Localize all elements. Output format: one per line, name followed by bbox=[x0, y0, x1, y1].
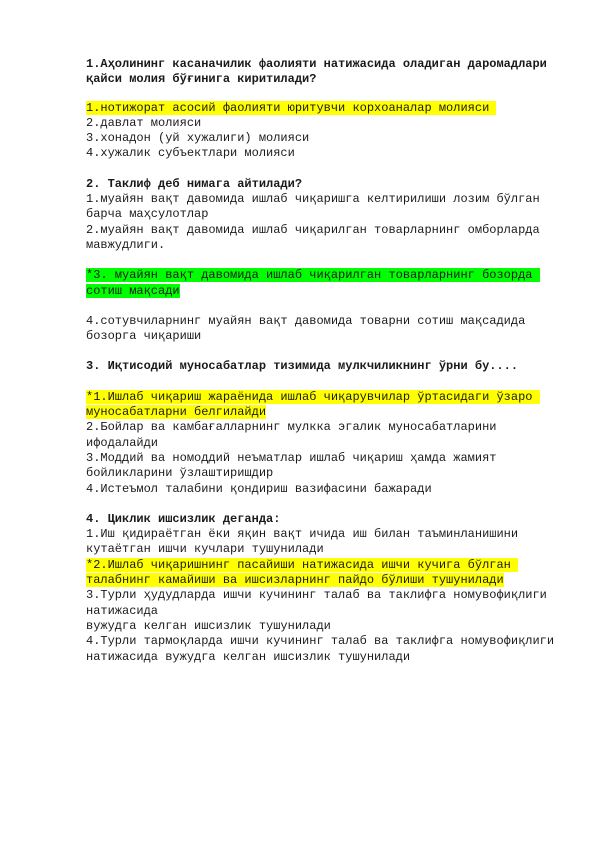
question-2-title: 2. Таклиф деб нимага айтилади? bbox=[86, 176, 303, 191]
document-page bbox=[86, 57, 562, 665]
question-1-answer-1 bbox=[86, 101, 556, 116]
question-4-answer-2 bbox=[86, 558, 556, 589]
question-1-answer-2: 2.давлат молияси bbox=[86, 115, 202, 130]
answer-highlight: *1.Ишлаб чиқариш жараёнида ишлаб чиқарувчилар ўртасидаги ўзаро муносабатларни белгилайди bbox=[86, 389, 540, 420]
question-2-answer-1: 1.муайян вақт давомида ишлаб чиқаришга келтирилиши лозим бўлган барча маҳсулотлар bbox=[86, 192, 547, 222]
question-4-answer-1: 1.Иш қидираётган ёки яқин вақт ичида иш билан таъминланишини кутаётган ишчи кучлари тушунилади bbox=[86, 527, 526, 557]
question-3-answer-2: 2.Бойлар ва камбағалларнинг мулкка эгалик муносабатларини ифодалайди bbox=[86, 420, 504, 450]
question-3-answer-4: 4.Истеъмол талабини қондириш вазифасини бажаради bbox=[86, 481, 432, 496]
question-3-title: 3. Иқтисодий муносабатлар тизимида мулкчиликнинг ўрни бу.... bbox=[86, 359, 519, 374]
answer-highlight: 1.нотижорат асосий фаолияти юритувчи корхоаналар молияси bbox=[86, 100, 497, 115]
question-4-title: 4. Циклик ишсизлик деганда: bbox=[86, 511, 281, 526]
question-2-answer-3 bbox=[86, 268, 556, 299]
question-4-answer-3-continued: вужудга келган ишсизлик тушунилади bbox=[86, 618, 331, 633]
question-2-answer-4: 4.сотувчиларнинг муайян вақт давомида товарни сотиш мақсадида бозорга чиқариши bbox=[86, 313, 533, 344]
question-4-answer-3: 3.Турли ҳудудларда ишчи кучининг талаб ва таклифга номувофиқлиги натижасида bbox=[86, 588, 555, 618]
question-1-answer-3: 3.хонадон (уй хужалиги) молияси bbox=[86, 131, 310, 146]
question-2-answer-2: 2.муайян вақт давомида ишлаб чиқарилган товарларнинг омборларда мавжудлиги. bbox=[86, 222, 547, 252]
question-4-answer-4: 4.Турли тармоқларда ишчи кучининг талаб ва таклифга номувофиқлиги натижасида вужудга келган ишсизлик тушунилади bbox=[86, 634, 562, 664]
question-1-answer-4: 4.хужалик субъектлари молияси bbox=[86, 146, 295, 161]
question-3-answer-3: 3.Моддий ва номоддий неъматлар ишлаб чиқариш ҳамда жамият бойликларини ўзлаштиришдир bbox=[86, 450, 504, 481]
answer-highlight: *2.Ишлаб чиқаришнинг пасайиши натижасида ишчи кучига бўлган талабнинг камайиши ва ишсизларнинг пайдо бўлиши тушунилади bbox=[86, 557, 519, 588]
answer-highlight: *3. муайян вақт давомида ишлаб чиқарилган товарларнинг бозорда сотиш мақсади bbox=[86, 268, 540, 298]
question-3-answer-1 bbox=[86, 390, 556, 421]
question-1-title: 1.Аҳолининг касаначилик фаолияти натижасида оладиган даромадлари қайси молия бўғинига киритилади? bbox=[86, 57, 547, 87]
